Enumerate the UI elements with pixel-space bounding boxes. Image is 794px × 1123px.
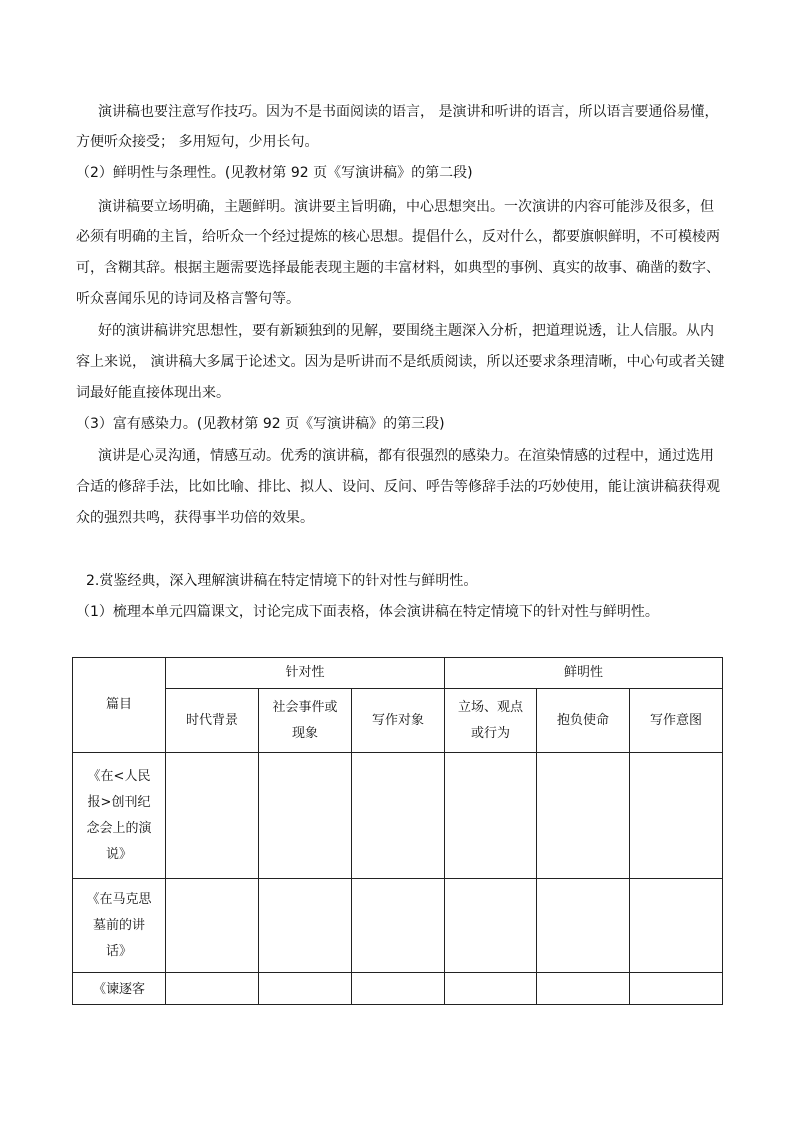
empty-cell[interactable] <box>630 753 723 879</box>
row-title-line: 话》 <box>105 943 132 959</box>
section-heading-2: （2）鲜明性与条理性。(见教材第 92 页《写演讲稿》的第二段) <box>76 165 473 181</box>
empty-cell[interactable] <box>445 753 537 879</box>
header-stance-line1: 立场、观点 <box>458 699 524 715</box>
header-group-targeting: 针对性 <box>166 658 445 689</box>
row-title <box>73 879 166 973</box>
header-title: 篇目 <box>73 658 166 753</box>
table-row <box>73 879 723 973</box>
instruction-line: （1）梳理本单元四篇课文，讨论完成下面表格，体会演讲稿在特定情境下的针对性与鲜明性。 <box>76 604 659 620</box>
empty-cell[interactable] <box>166 753 259 879</box>
header-mission: 抱负使命 <box>537 689 630 753</box>
section-title-2: 2.赏鉴经典，深入理解演讲稿在特定情境下的针对性与鲜明性。 <box>86 573 478 589</box>
header-era-background: 时代背景 <box>166 689 259 753</box>
empty-cell[interactable] <box>166 973 259 1005</box>
paragraph-line: 演讲是心灵沟通，情感互动。优秀的演讲稿，都有很强烈的感染力。在渲染情感的过程中，通过选用 <box>98 448 714 464</box>
row-title-line: 说》 <box>105 846 132 862</box>
row-title <box>73 973 166 1005</box>
empty-cell[interactable] <box>445 879 537 973</box>
analysis-table <box>72 657 723 1005</box>
empty-cell[interactable] <box>352 753 445 879</box>
empty-cell[interactable] <box>259 973 352 1005</box>
paragraph-line: 合适的修辞手法，比如比喻、排比、拟人、设问、反问、呼告等修辞手法的巧妙使用，能让演讲稿获得观 <box>76 479 720 495</box>
empty-cell[interactable] <box>259 879 352 973</box>
header-stance-line2: 或行为 <box>471 725 511 741</box>
row-title <box>73 753 166 879</box>
paragraph-line: 可，含糊其辞。根据主题需要选择最能表现主题的丰富材料，如典型的事例、真实的故事、确凿的数字、 <box>76 260 720 276</box>
paragraph-line: 演讲稿也要注意写作技巧。因为不是书面阅读的语言， 是演讲和听讲的语言，所以语言要通俗易懂， <box>98 104 719 120</box>
empty-cell[interactable] <box>445 973 537 1005</box>
empty-cell[interactable] <box>259 753 352 879</box>
paragraph-line: 方便听众接受； 多用短句，少用长句。 <box>76 134 319 150</box>
paragraph-line: 听众喜闻乐见的诗词及格言警句等。 <box>76 291 300 307</box>
header-stance <box>445 689 537 753</box>
table-row <box>73 973 723 1005</box>
paragraph-line: 好的演讲稿讲究思想性，要有新颖独到的见解，要围绕主题深入分析，把道理说透，让人信服。从内 <box>98 323 714 339</box>
empty-cell[interactable] <box>166 879 259 973</box>
paragraph-line: 容上来说， 演讲稿大多属于论述文。因为是听讲而不是纸质阅读，所以还要求条理清晰，中心句或者关键 <box>76 354 725 370</box>
empty-cell[interactable] <box>537 753 630 879</box>
empty-cell[interactable] <box>352 973 445 1005</box>
row-title-line: 《在马克思 <box>86 891 152 907</box>
empty-cell[interactable] <box>630 879 723 973</box>
empty-cell[interactable] <box>537 879 630 973</box>
section-heading-3: （3）富有感染力。(见教材第 92 页《写演讲稿》的第三段) <box>76 416 445 432</box>
empty-cell[interactable] <box>537 973 630 1005</box>
header-audience: 写作对象 <box>352 689 445 753</box>
paragraph-line: 演讲稿要立场明确，主题鲜明。演讲要主旨明确，中心思想突出。一次演讲的内容可能涉及很多，但 <box>98 199 714 215</box>
row-title-line: 《在<人民 <box>87 768 151 784</box>
paragraph-line: 必须有明确的主旨，给听众一个经过提炼的核心思想。提倡什么，反对什么，都要旗帜鲜明，不可模棱两 <box>76 229 720 245</box>
row-title-line: 墓前的讲 <box>92 917 145 933</box>
header-social-events <box>259 689 352 753</box>
table-row <box>73 753 723 879</box>
paragraph-line: 众的强烈共鸣，获得事半功倍的效果。 <box>76 510 314 526</box>
header-social-events-line2: 现象 <box>291 725 318 741</box>
header-social-events-line1: 社会事件或 <box>272 699 338 715</box>
row-title-line: 报>创刊纪 <box>87 794 151 810</box>
empty-cell[interactable] <box>352 879 445 973</box>
header-intent: 写作意图 <box>630 689 723 753</box>
empty-cell[interactable] <box>630 973 723 1005</box>
row-title-line: 念会上的演 <box>86 820 152 836</box>
row-title-line: 《谏逐客 <box>92 981 145 997</box>
paragraph-line: 词最好能直接体现出来。 <box>76 385 230 401</box>
header-group-distinctiveness: 鲜明性 <box>445 658 723 689</box>
